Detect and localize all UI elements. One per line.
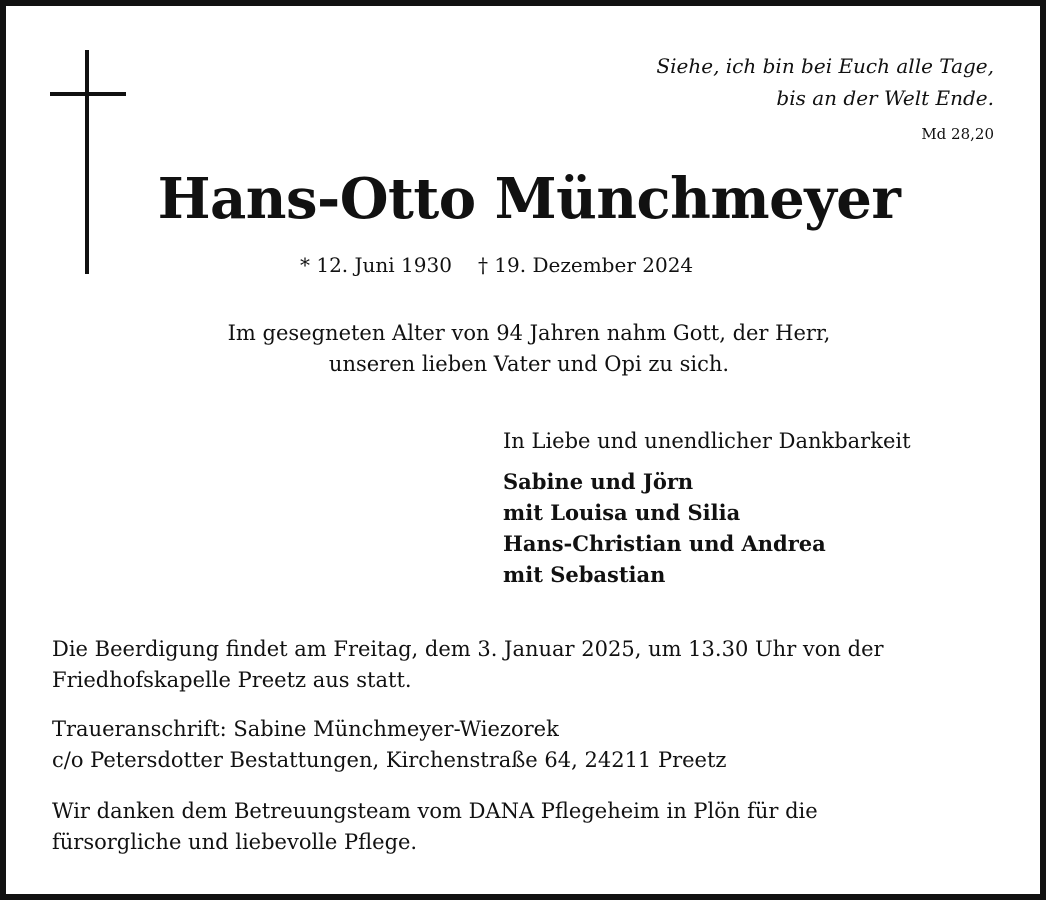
mourner-line: mit Sebastian	[503, 562, 666, 587]
mourning-address	[52, 714, 1012, 776]
bible-verse	[656, 50, 994, 114]
death-date: † 19. Dezember 2024	[477, 253, 694, 277]
funeral-line: Die Beerdigung findet am Freitag, dem 3. Januar 2025, um 13.30 Uhr von der	[52, 637, 884, 661]
gratitude-line: In Liebe und unendlicher Dankbarkeit	[503, 429, 911, 453]
address-line: c/o Petersdotter Bestattungen, Kirchenstraße 64, 24211 Preetz	[52, 748, 727, 772]
care-thanks-line: Wir danken dem Betreuungsteam vom DANA Pflegeheim in Plön für die	[52, 799, 818, 823]
tribute-line: Im gesegneten Alter von 94 Jahren nahm Gott, der Herr,	[227, 321, 831, 345]
mourner-line: mit Louisa und Silia	[503, 500, 741, 525]
deceased-name: Hans-Otto Münchmeyer	[157, 166, 901, 232]
birth-date: * 12. Juni 1930	[300, 253, 452, 277]
tribute-line: unseren lieben Vater und Opi zu sich.	[328, 352, 730, 376]
mourner-line: Sabine und Jörn	[503, 469, 694, 494]
funeral-line: Friedhofskapelle Preetz aus statt.	[52, 668, 412, 692]
address-line: Traueranschrift: Sabine Münchmeyer-Wiezorek	[52, 717, 559, 741]
life-dates	[300, 251, 693, 279]
tribute-text	[6, 318, 1046, 380]
mourners-list	[503, 466, 826, 590]
mourner-line: Hans-Christian und Andrea	[503, 531, 826, 556]
care-thanks-line: fürsorgliche und liebevolle Pflege.	[52, 830, 418, 854]
verse-line: Siehe, ich bin bei Euch alle Tage,	[656, 54, 994, 78]
funeral-info	[52, 634, 1012, 696]
care-thanks	[52, 796, 1012, 858]
verse-line: bis an der Welt Ende.	[776, 86, 994, 110]
verse-reference: Md 28,20	[921, 125, 994, 143]
cross-icon	[50, 50, 126, 274]
